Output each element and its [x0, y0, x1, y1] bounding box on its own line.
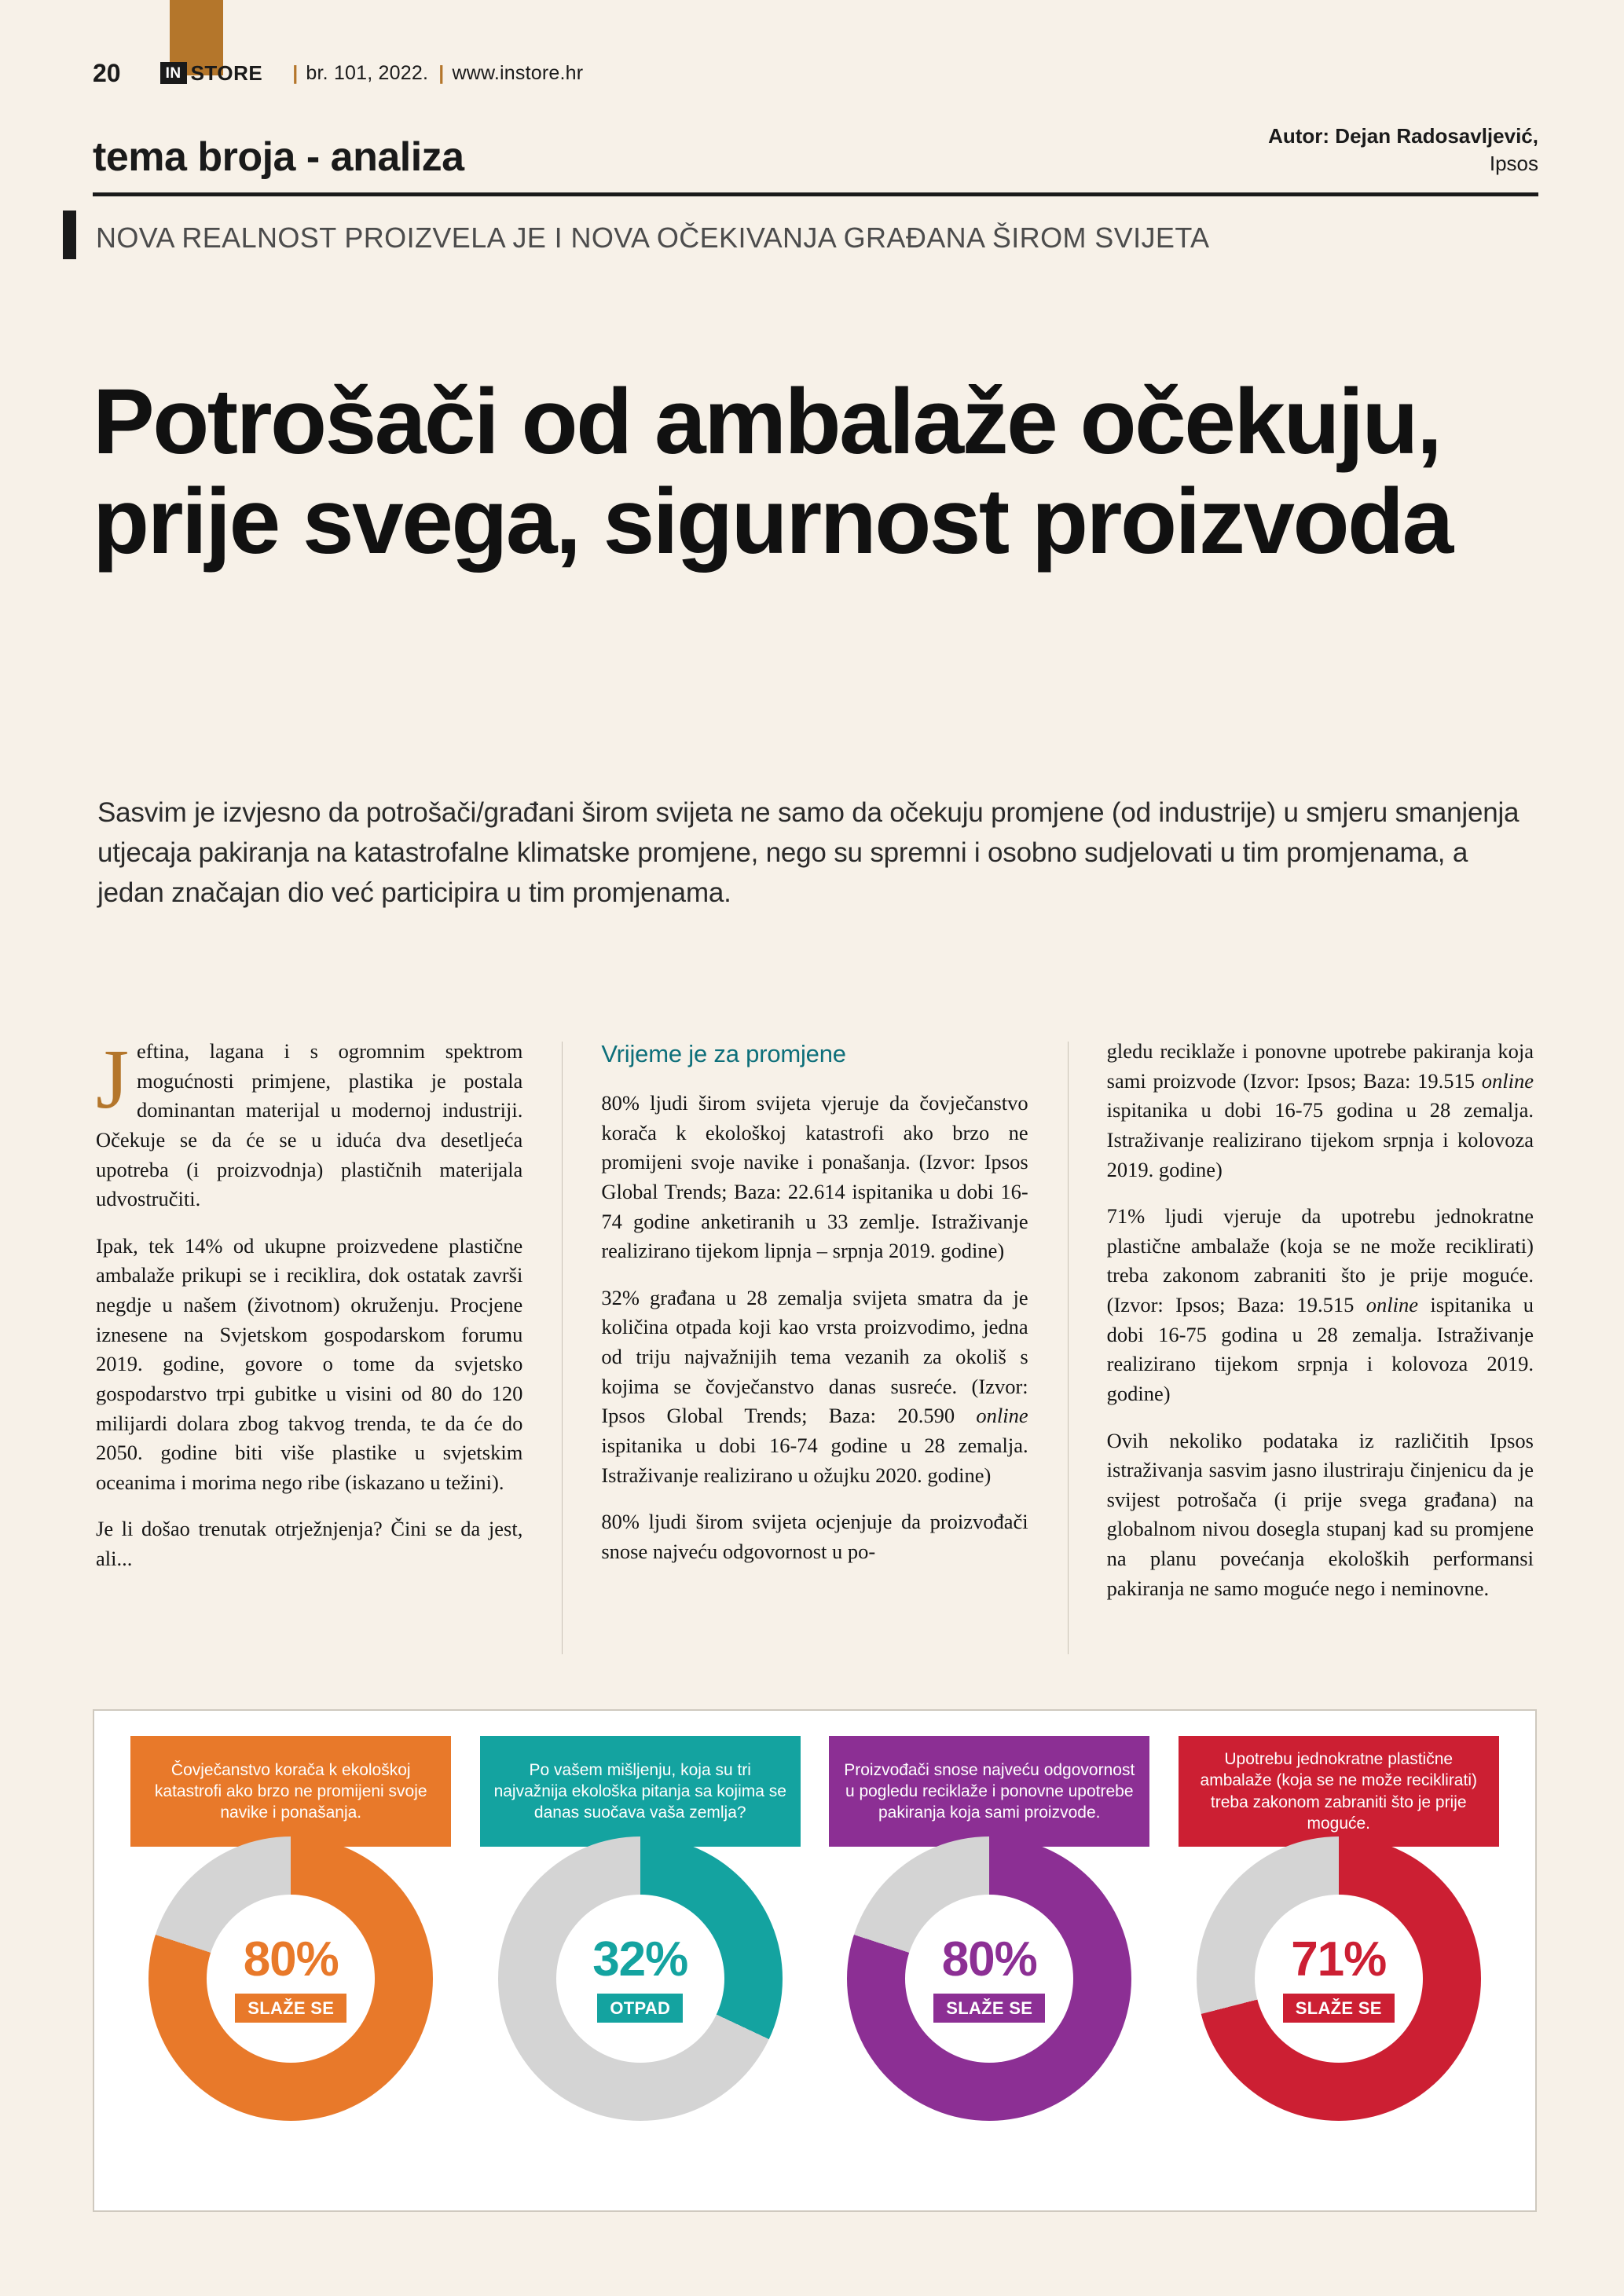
kicker-text: NOVA REALNOST PROIZVELA JE I NOVA OČEKIVANJA GRAĐANA ŠIROM SVIJETA	[96, 222, 1210, 254]
column1-paragraph-2: Ipak, tek 14% od ukupne proizvedene plastične ambalaže prikupi se i reciklira, dok ostatak završi negdje u našem (životnom) okruženju. Procjene iznesene na Svjetskom gospodarskom forumu 2019. godine, govore o tome da svjetsko gospodarstvo trpi gubitke u visini od 80 do 120 milijardi dolara zbog takvog trenda, te da će do 2050. godine biti više plastike u svjetskim oceanima i morima nego ribe (iskazano u težini).	[96, 1233, 523, 1494]
donut-chart	[148, 1836, 433, 2121]
column2-subheading: Vrijeme je za promjene	[601, 1040, 846, 1067]
section-header	[93, 110, 1538, 178]
article-column-3	[1068, 1037, 1534, 1665]
article-column-2	[562, 1037, 1028, 1665]
masthead-separator-2: |	[438, 61, 445, 84]
header-divider	[93, 192, 1538, 196]
donut-center	[905, 1895, 1073, 2063]
column2-paragraph-2: 32% građana u 28 zemalja svijeta smatra da je količina otpada koji kao vrsta proizvodimo, jedna od triju najvažnijih tema vezanih za okoliš s kojima se čovječanstvo danas susreće. (Izvor: Ipsos Global Trends; Baza: 20.590 online ispitanika u dobi 16-74 godine u 28 zemalja. Istraživanje realizirano u ožujku 2020. godine)	[601, 1285, 1028, 1487]
instore-logo	[160, 62, 263, 84]
article-columns	[96, 1033, 1534, 1665]
column3-paragraph-3: Ovih nekoliko podataka iz različitih Ipsos istraživanja sasvim jasno ilustriraju činjenicu da je svijest potrošača (i prije svega građana) na globalnom nivou dosegla stupanj kad su promjene na planu povećanja ekoloških performansi pakiranja ne samo moguće nego i neminovne.	[1106, 1428, 1534, 1600]
article-column-1	[96, 1033, 523, 1665]
standfirst-text: Sasvim je izvjesno da potrošači/građani širom svijeta ne samo da očekuju promjene (od industrije) u smjeru smanjenja utjecaja pakiranja na katastrofalne klimatske promjene, nego su spremni i osobno sudjelovati u tim promjenama, a jedan značajan dio već participira u tim promjenama.	[97, 797, 1520, 908]
page-title: Potrošači od ambalaže očekuju, prije svega, sigurnost proizvoda	[93, 370, 1452, 574]
website-text: www.instore.hr	[452, 61, 584, 84]
donut-chart	[498, 1836, 783, 2121]
donut-chart-container	[829, 1836, 1149, 2121]
donut-percentage: 71%	[1291, 1932, 1387, 1987]
donut-chart	[1197, 1836, 1481, 2121]
column1-paragraph-3: Je li došao trenutak otrježnjenja? Čini se da jest, ali...	[96, 1517, 523, 1570]
page-number: 20	[93, 58, 121, 87]
donut-label: SLAŽE SE	[933, 1994, 1045, 2023]
masthead-bar	[93, 57, 1538, 90]
question-chip: Proizvođači snose najveću odgovornost u pogledu reciklaže i ponovne upotrebe pakiranja koja sami proizvode.	[829, 1736, 1149, 1847]
question-chip: Čovječanstvo korača k ekološkoj katastrofi ako brzo ne promijeni svoje navike i ponašanja.	[130, 1736, 451, 1847]
donut-percentage: 80%	[941, 1932, 1037, 1987]
donut-label: SLAŽE SE	[1283, 1994, 1395, 2023]
column3-paragraph-1: gledu reciklaže i ponovne upotrebe pakiranja koja sami proizvode (Izvor: Ipsos; Baza: 19.515 online ispitanika u dobi 16-75 godina u 28 zemalja. Istraživanje realizirano tijekom srpnja i kolovoza 2019. godine)	[1106, 1039, 1534, 1181]
logo-store-text: STORE	[190, 61, 263, 85]
logo-in-mark: IN	[160, 62, 187, 84]
infographic-panel	[93, 1709, 1537, 2212]
donut-chart-container	[480, 1836, 801, 2121]
donut-chart-container	[130, 1836, 451, 2121]
infographic-donut-row	[94, 1836, 1535, 2121]
donut-label: OTPAD	[597, 1994, 683, 2023]
question-chip: Upotrebu jednokratne plastične ambalaže (koja se ne može reciklirati) treba zakonom zabraniti što je prije moguće.	[1179, 1736, 1499, 1847]
donut-percentage: 80%	[243, 1932, 339, 1987]
kicker-accent-bar	[63, 211, 76, 259]
donut-center	[556, 1895, 724, 2063]
author-name: Autor: Dejan Radosavljević,	[1268, 123, 1538, 148]
column2-paragraph-1: 80% ljudi širom svijeta vjeruje da čovječanstvo korača k ekološkoj katastrofi ako brzo ne promijeni svoje navike i ponašanja. (Izvor: Ipsos Global Trends; Baza: 22.614 ispitanika u dobi 16-74 godine anketiranih u 33 zemlje. Istraživanje realizirano tijekom lipnja – srpnja 2019. godine)	[601, 1091, 1028, 1263]
donut-chart-container	[1179, 1836, 1499, 2121]
donut-label: SLAŽE SE	[235, 1994, 346, 2023]
column1-paragraph-1: Jeftina, lagana i s ogromnim spektrom mogućnosti primjene, plastika je postala dominantan materijal u modernoj industriji. Očekuje se da će se u iduća dva desetljeća upotreba (i proizvodnja) plastičnih materijala udvostručiti.	[96, 1033, 523, 1211]
column3-paragraph-2: 71% ljudi vjeruje da upotrebu jednokratne plastične ambalaže (koja se ne može reciklirati) treba zakonom zabraniti što je prije moguće. (Izvor: Ipsos; Baza: 19.515 online ispitanika u dobi 16-75 godina u 28 zemalja. Istraživanje realizirano tijekom srpnja i kolovoza 2019. godine)	[1106, 1204, 1534, 1405]
author-organisation: Ipsos	[1489, 151, 1538, 175]
masthead-separator-1: |	[292, 61, 299, 84]
donut-percentage: 32%	[592, 1932, 688, 1987]
masthead-meta	[288, 62, 583, 85]
donut-center	[1255, 1895, 1423, 2063]
author-block	[1268, 123, 1538, 178]
issue-text: br. 101, 2022.	[306, 61, 429, 84]
donut-center	[207, 1895, 375, 2063]
section-title: tema broja - analiza	[93, 134, 464, 180]
question-chip: Po vašem mišljenju, koja su tri najvažnija ekološka pitanja sa kojima se danas suočava vaša zemlja?	[480, 1736, 801, 1847]
column2-paragraph-3: 80% ljudi širom svijeta ocjenjuje da proizvođači snose najveću odgovornost u po-	[601, 1510, 1028, 1563]
donut-chart	[847, 1836, 1131, 2121]
infographic-question-row	[94, 1736, 1535, 1847]
